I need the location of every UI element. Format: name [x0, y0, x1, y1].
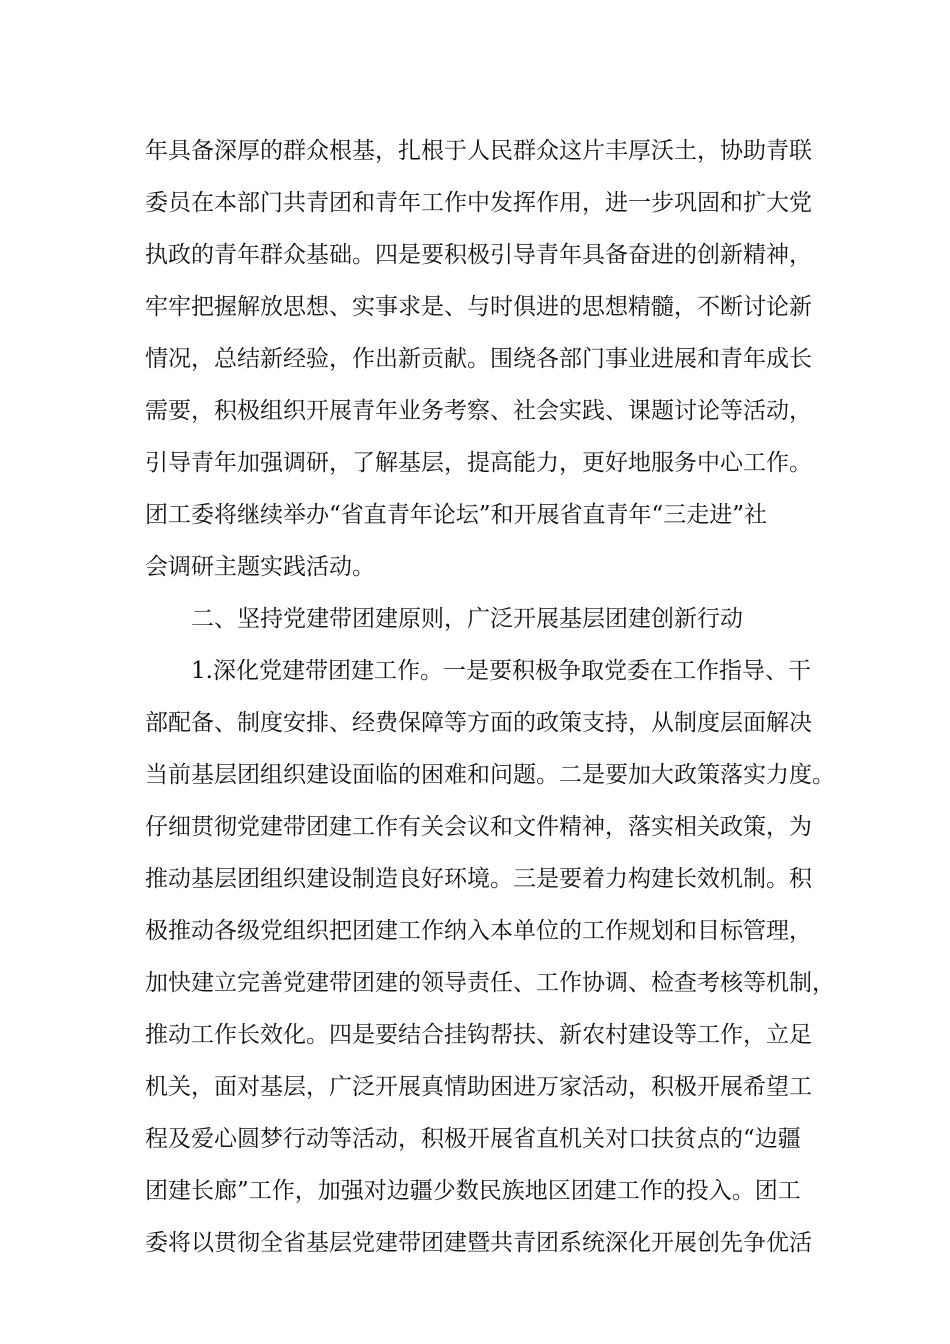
text-line: 极推动各级党组织把团建工作纳入本单位的工作规划和目标管理， [145, 918, 812, 944]
text-line: 需要，积极组织开展青年业务考察、社会实践、课题讨论等活动， [145, 398, 812, 424]
text-line: 团建长廊”工作，加强对边疆少数民族地区团建工作的投入。团工 [145, 1178, 801, 1204]
text-line: 会调研主题实践活动。 [145, 554, 375, 580]
text-line: 委员在本部门共青团和青年工作中发挥作用，进一步巩固和扩大党 [145, 190, 812, 216]
text-line: 团工委将继续举办“省直青年论坛”和开展省直青年“三走进”社 [145, 502, 768, 528]
text-line: 推动基层团组织建设制造良好环境。三是要着力构建长效机制。积 [145, 866, 812, 892]
text-line: 机关，面对基层，广泛开展真情助困进万家活动，积极开展希望工 [145, 1074, 812, 1100]
text-line: 年具备深厚的群众根基，扎根于人民群众这片丰厚沃土，协助青联 [145, 138, 812, 164]
section-heading: 二、坚持党建带团建原则，广泛开展基层团建创新行动 [191, 606, 743, 632]
text-line: 推动工作长效化。四是要结合挂钩帮扶、新农村建设等工作，立足 [145, 1022, 812, 1048]
text-line: 委将以贯彻全省基层党建带团建暨共青团系统深化开展创先争优活 [145, 1230, 812, 1256]
text-line: 牢牢把握解放思想、实事求是、与时俱进的思想精髓，不断讨论新 [145, 294, 812, 320]
text-line: 部配备、制度安排、经费保障等方面的政策支持，从制度层面解决 [145, 710, 812, 736]
body-text [145, 125, 835, 1269]
text-line: 执政的青年群众基础。四是要积极引导青年具备奋进的创新精神， [145, 242, 812, 268]
text-line: 情况，总结新经验，作出新贡献。围绕各部门事业进展和青年成长 [145, 346, 812, 372]
text-line: 程及爱心圆梦行动等活动，积极开展省直机关对口扶贫点的“边疆 [145, 1126, 801, 1152]
paragraph-start-line: 1.深化党建带团建工作。一是要积极争取党委在工作指导、干 [191, 658, 811, 684]
text-line: 仔细贯彻党建带团建工作有关会议和文件精神，落实相关政策，为 [145, 814, 812, 840]
text-line: 引导青年加强调研，了解基层，提高能力，更好地服务中心工作。 [145, 450, 812, 476]
text-line: 当前基层团组织建设面临的困难和问题。二是要加大政策落实力度。 [145, 762, 835, 788]
text-line: 加快建立完善党建带团建的领导责任、工作协调、检查考核等机制， [145, 970, 835, 996]
